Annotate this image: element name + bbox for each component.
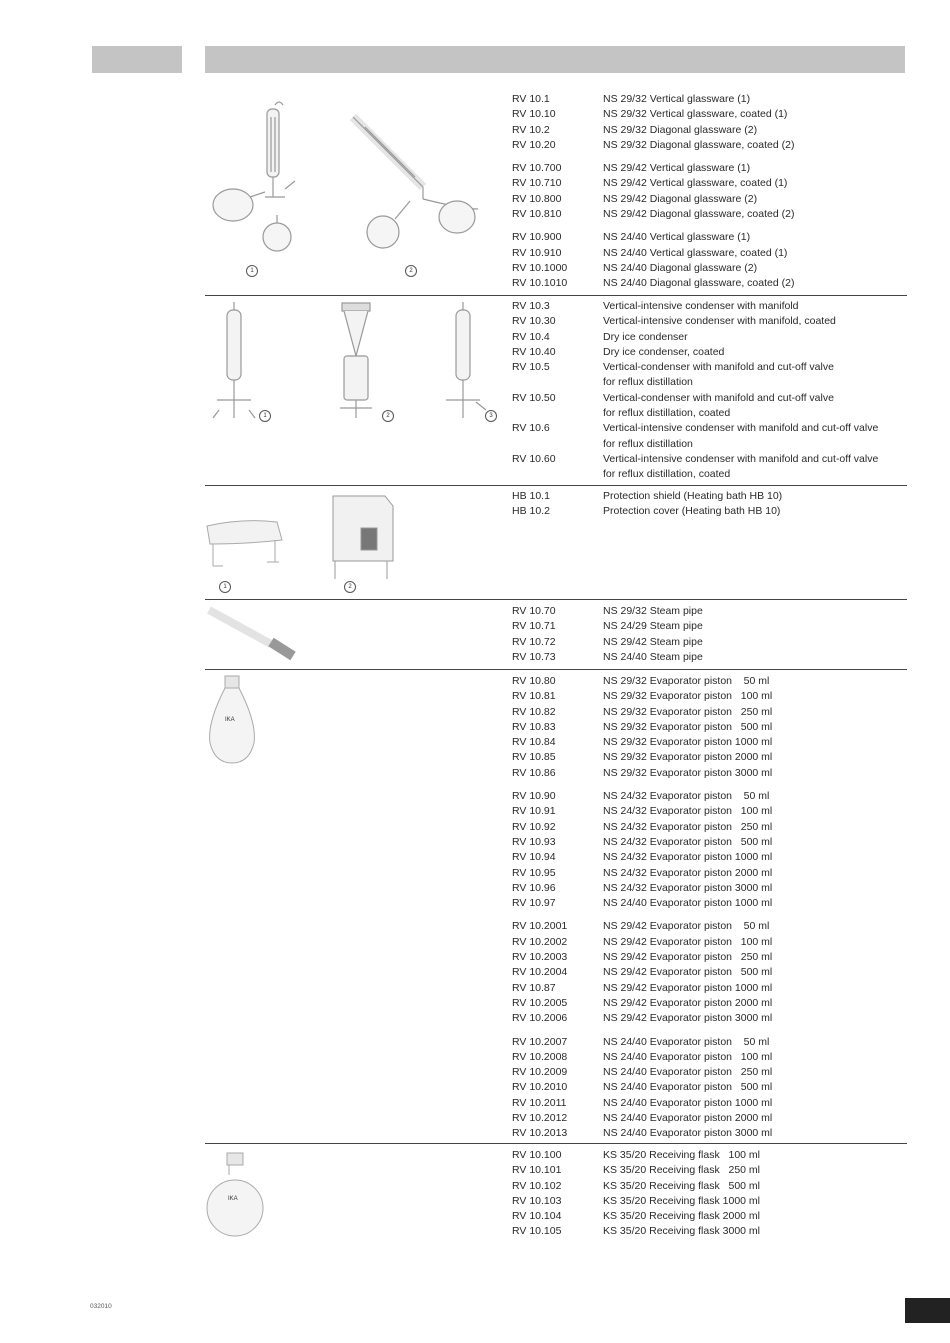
product-code: RV 10.5 <box>512 361 550 374</box>
product-group <box>512 161 907 222</box>
product-row <box>512 850 907 865</box>
product-list <box>512 489 907 528</box>
product-code: RV 10.3 <box>512 300 550 312</box>
product-row <box>512 207 907 222</box>
product-list <box>512 92 907 300</box>
product-row <box>512 996 907 1011</box>
product-code: RV 10.1010 <box>512 277 568 290</box>
product-list <box>512 299 907 491</box>
product-code: RV 10.87 <box>512 981 556 994</box>
product-description: NS 24/40 Diagonal glassware (2) <box>603 261 758 274</box>
callout-1: 1 <box>259 410 271 422</box>
ika-logo: IKA <box>228 1196 238 1202</box>
product-description: Dry ice condenser <box>603 330 688 343</box>
product-row <box>512 820 907 835</box>
product-description: NS 24/40 Evaporator piston 3000 ml <box>603 1127 773 1140</box>
product-row <box>512 919 907 934</box>
product-row <box>512 406 907 421</box>
product-description: NS 24/40 Evaporator piston 50 ml <box>603 1035 770 1048</box>
product-row <box>512 1096 907 1111</box>
section-glassware <box>205 92 907 294</box>
product-row <box>512 674 907 689</box>
product-code: RV 10.105 <box>512 1225 562 1238</box>
product-code: RV 10.95 <box>512 866 556 879</box>
product-row <box>512 391 907 406</box>
product-code: RV 10.710 <box>512 177 562 190</box>
steam-pipe-illustration <box>205 604 300 666</box>
product-group <box>512 1035 907 1142</box>
callout-1: 1 <box>246 265 258 277</box>
product-row <box>512 650 907 665</box>
product-row <box>512 1011 907 1026</box>
product-description: NS 24/32 Evaporator piston 1000 ml <box>603 851 773 864</box>
product-row <box>512 835 907 850</box>
product-code: RV 10.92 <box>512 820 556 833</box>
product-row <box>512 421 907 436</box>
product-description: Vertical-condenser with manifold and cut-off valve <box>603 361 834 374</box>
product-group <box>512 299 907 483</box>
product-description: Protection shield (Heating bath HB 10) <box>603 490 783 502</box>
product-row <box>512 246 907 261</box>
product-row <box>512 804 907 819</box>
product-group <box>512 230 907 291</box>
product-description: NS 24/32 Evaporator piston 100 ml <box>603 805 773 818</box>
product-row <box>512 881 907 896</box>
diagonal-glassware-illustration <box>345 97 485 257</box>
product-row <box>512 489 907 504</box>
section-evaporator-pistons <box>205 669 907 1144</box>
product-row <box>512 1224 907 1239</box>
product-row <box>512 635 907 650</box>
product-code: RV 10.6 <box>512 422 550 435</box>
product-row <box>512 314 907 329</box>
callout-3: 3 <box>485 410 497 422</box>
product-row <box>512 866 907 881</box>
product-code: RV 10.84 <box>512 736 556 749</box>
product-code <box>512 406 603 421</box>
product-code: RV 10.100 <box>512 1149 562 1161</box>
product-code: RV 10.2007 <box>512 1035 568 1048</box>
vertical-condenser-illustration <box>440 298 500 423</box>
product-description: NS 24/40 Evaporator piston 100 ml <box>603 1050 773 1063</box>
product-group <box>512 489 907 520</box>
product-description: for reflux distillation, coated <box>603 468 731 481</box>
product-row <box>512 504 907 519</box>
product-description: NS 29/32 Evaporator piston 1000 ml <box>603 736 773 749</box>
product-row <box>512 604 907 619</box>
product-row <box>512 689 907 704</box>
callout-2: 2 <box>405 265 417 277</box>
product-description: NS 29/42 Evaporator piston 100 ml <box>603 935 773 948</box>
product-code: RV 10.82 <box>512 705 556 718</box>
product-code: RV 10.700 <box>512 162 562 175</box>
product-description: Vertical-intensive condenser with manifold and cut-off valve <box>603 452 879 465</box>
product-code: RV 10.2003 <box>512 951 568 964</box>
callout-1: 1 <box>219 581 231 593</box>
product-code: RV 10.94 <box>512 851 556 864</box>
product-code: RV 10.90 <box>512 790 556 803</box>
header-bar-right <box>205 46 905 73</box>
product-code: RV 10.30 <box>512 315 556 328</box>
product-description: NS 29/32 Evaporator piston 100 ml <box>603 690 773 703</box>
product-list <box>512 674 907 1150</box>
ika-logo: IKA <box>225 717 235 723</box>
product-description: NS 29/42 Vertical glassware (1) <box>603 162 751 175</box>
product-code: RV 10.80 <box>512 675 556 687</box>
product-row <box>512 261 907 276</box>
product-code: RV 10.2009 <box>512 1066 568 1079</box>
product-description: NS 24/32 Evaporator piston 500 ml <box>603 835 773 848</box>
product-code: RV 10.73 <box>512 650 556 663</box>
product-description: NS 24/40 Evaporator piston 1000 ml <box>603 897 773 910</box>
product-code: RV 10.2012 <box>512 1112 568 1125</box>
product-description: NS 29/32 Evaporator piston 250 ml <box>603 705 773 718</box>
product-row <box>512 1050 907 1065</box>
product-description: NS 29/32 Steam pipe <box>603 605 703 617</box>
product-row <box>512 330 907 345</box>
product-description: KS 35/20 Receiving flask 250 ml <box>603 1164 760 1177</box>
callout-2: 2 <box>344 581 356 593</box>
product-row <box>512 107 907 122</box>
product-row <box>512 176 907 191</box>
receiving-flask-illustration <box>205 1150 265 1245</box>
product-description: NS 29/32 Diagonal glassware, coated (2) <box>603 138 795 151</box>
product-code: RV 10.101 <box>512 1164 562 1177</box>
product-description: Vertical-intensive condenser with manifold <box>603 300 799 312</box>
product-row <box>512 619 907 634</box>
product-group <box>512 604 907 665</box>
product-code: RV 10.71 <box>512 620 556 633</box>
product-code: RV 10.900 <box>512 231 562 244</box>
product-code: RV 10.2011 <box>512 1096 567 1109</box>
product-description: for reflux distillation, coated <box>603 407 731 420</box>
product-row <box>512 789 907 804</box>
footer-code: 032010 <box>90 1303 112 1310</box>
product-description: NS 29/42 Evaporator piston 1000 ml <box>603 981 773 994</box>
product-row <box>512 138 907 153</box>
product-description: Vertical-intensive condenser with manifold and cut-off valve <box>603 422 879 435</box>
product-code: RV 10.70 <box>512 605 556 617</box>
section-condensers <box>205 295 907 485</box>
product-code: RV 10.50 <box>512 391 556 404</box>
product-code: RV 10.2008 <box>512 1050 568 1063</box>
section-protection <box>205 485 907 599</box>
product-row <box>512 705 907 720</box>
product-description: NS 29/42 Vertical glassware, coated (1) <box>603 177 788 190</box>
product-code: RV 10.85 <box>512 751 556 764</box>
product-code: RV 10.2004 <box>512 966 568 979</box>
product-code: RV 10.72 <box>512 635 556 648</box>
product-row <box>512 360 907 375</box>
product-row <box>512 1111 907 1126</box>
vertical-intensive-condenser-illustration <box>205 298 265 423</box>
product-code <box>512 467 603 482</box>
product-description: KS 35/20 Receiving flask 2000 ml <box>603 1210 761 1223</box>
product-description: Vertical-condenser with manifold and cut-off valve <box>603 391 834 404</box>
section-steam-pipe <box>205 599 907 669</box>
product-row <box>512 230 907 245</box>
product-group <box>512 919 907 1026</box>
product-group <box>512 674 907 781</box>
product-code: RV 10.2002 <box>512 935 568 948</box>
product-code: RV 10.60 <box>512 452 556 465</box>
product-code: RV 10.2010 <box>512 1081 568 1094</box>
product-description: for reflux distillation <box>603 376 693 389</box>
product-description: Vertical-intensive condenser with manifold, coated <box>603 315 836 328</box>
product-description: NS 29/42 Steam pipe <box>603 635 703 648</box>
product-code: RV 10.20 <box>512 138 556 151</box>
product-code: RV 10.800 <box>512 192 562 205</box>
product-row <box>512 1163 907 1178</box>
product-description: NS 29/32 Diagonal glassware (2) <box>603 123 758 136</box>
product-description: KS 35/20 Receiving flask 100 ml <box>603 1149 760 1161</box>
product-code: RV 10.810 <box>512 208 562 221</box>
product-row <box>512 92 907 107</box>
product-row <box>512 276 907 291</box>
product-code: RV 10.97 <box>512 897 556 910</box>
product-description: NS 29/42 Diagonal glassware, coated (2) <box>603 208 795 221</box>
product-description: NS 29/32 Evaporator piston 2000 ml <box>603 751 773 764</box>
product-description: NS 24/40 Steam pipe <box>603 650 703 663</box>
product-description: Dry ice condenser, coated <box>603 345 725 358</box>
product-row <box>512 896 907 911</box>
product-row <box>512 750 907 765</box>
product-description: NS 24/32 Evaporator piston 3000 ml <box>603 881 773 894</box>
product-description: NS 24/32 Evaporator piston 250 ml <box>603 820 773 833</box>
product-description: KS 35/20 Receiving flask 1000 ml <box>603 1194 761 1207</box>
product-row <box>512 1179 907 1194</box>
product-description: NS 29/42 Evaporator piston 3000 ml <box>603 1012 773 1025</box>
product-code: RV 10.104 <box>512 1210 562 1223</box>
product-description: NS 24/40 Vertical glassware (1) <box>603 231 751 244</box>
product-description: NS 24/32 Evaporator piston 50 ml <box>603 790 770 803</box>
product-list <box>512 604 907 673</box>
protection-cover-illustration <box>325 488 400 583</box>
product-description: NS 29/42 Evaporator piston 250 ml <box>603 951 773 964</box>
protection-shield-illustration <box>205 516 285 576</box>
product-row <box>512 1209 907 1224</box>
product-description: NS 29/42 Diagonal glassware (2) <box>603 192 758 205</box>
product-row <box>512 766 907 781</box>
product-description: NS 24/29 Steam pipe <box>603 620 703 633</box>
product-group <box>512 789 907 911</box>
product-row <box>512 467 907 482</box>
product-code: RV 10.91 <box>512 805 556 818</box>
product-description: NS 29/32 Evaporator piston 50 ml <box>603 675 770 687</box>
product-description: NS 29/42 Evaporator piston 50 ml <box>603 920 770 933</box>
product-row <box>512 123 907 138</box>
product-code: RV 10.4 <box>512 330 550 343</box>
product-row <box>512 161 907 176</box>
product-row <box>512 192 907 207</box>
product-code: RV 10.102 <box>512 1179 562 1192</box>
product-row <box>512 375 907 390</box>
product-description: NS 29/42 Evaporator piston 500 ml <box>603 966 773 979</box>
product-row <box>512 720 907 735</box>
product-code: RV 10.910 <box>512 246 562 259</box>
product-code: RV 10.86 <box>512 766 556 779</box>
product-description: NS 29/32 Vertical glassware (1) <box>603 93 751 105</box>
product-row <box>512 452 907 467</box>
product-code: RV 10.93 <box>512 835 556 848</box>
product-description: NS 29/42 Evaporator piston 2000 ml <box>603 996 773 1009</box>
product-code: HB 10.1 <box>512 490 550 502</box>
product-description: NS 24/40 Evaporator piston 1000 ml <box>603 1096 773 1109</box>
dry-ice-condenser-illustration <box>330 298 390 423</box>
product-code: RV 10.2 <box>512 123 550 136</box>
product-code: RV 10.2006 <box>512 1012 568 1025</box>
product-description: for reflux distillation <box>603 437 693 450</box>
product-code: RV 10.10 <box>512 108 556 121</box>
product-description: Protection cover (Heating bath HB 10) <box>603 505 781 518</box>
product-row <box>512 1148 907 1163</box>
product-description: NS 24/40 Vertical glassware, coated (1) <box>603 246 788 259</box>
product-description: NS 24/40 Evaporator piston 500 ml <box>603 1081 773 1094</box>
product-description: NS 29/32 Evaporator piston 500 ml <box>603 720 773 733</box>
product-code: RV 10.2001 <box>512 920 568 933</box>
product-row <box>512 735 907 750</box>
product-description: NS 24/40 Evaporator piston 2000 ml <box>603 1112 773 1125</box>
product-row <box>512 437 907 452</box>
product-row <box>512 345 907 360</box>
product-row <box>512 981 907 996</box>
header-bar-left <box>92 46 182 73</box>
product-row <box>512 965 907 980</box>
product-row <box>512 1080 907 1095</box>
evaporator-piston-illustration <box>205 673 260 768</box>
product-row <box>512 1194 907 1209</box>
product-code: HB 10.2 <box>512 505 550 518</box>
product-group <box>512 1148 907 1240</box>
product-row <box>512 935 907 950</box>
product-code <box>512 375 603 390</box>
product-row <box>512 950 907 965</box>
product-row <box>512 299 907 314</box>
callout-2: 2 <box>382 410 394 422</box>
product-row <box>512 1065 907 1080</box>
product-code: RV 10.103 <box>512 1194 562 1207</box>
product-code: RV 10.2005 <box>512 996 568 1009</box>
vertical-glassware-illustration <box>205 97 315 257</box>
page-tab <box>905 1298 950 1323</box>
product-description: NS 24/40 Diagonal glassware, coated (2) <box>603 277 795 290</box>
product-list <box>512 1148 907 1248</box>
product-row <box>512 1126 907 1141</box>
product-code: RV 10.83 <box>512 720 556 733</box>
product-description: KS 35/20 Receiving flask 500 ml <box>603 1179 760 1192</box>
product-group <box>512 92 907 153</box>
product-description: NS 24/32 Evaporator piston 2000 ml <box>603 866 773 879</box>
product-code: RV 10.1000 <box>512 261 568 274</box>
product-code: RV 10.96 <box>512 881 556 894</box>
product-code: RV 10.2013 <box>512 1127 568 1140</box>
product-description: NS 24/40 Evaporator piston 250 ml <box>603 1066 773 1079</box>
product-description: KS 35/20 Receiving flask 3000 ml <box>603 1225 761 1238</box>
product-code: RV 10.1 <box>512 93 550 105</box>
section-receiving-flasks <box>205 1143 907 1254</box>
product-code <box>512 437 603 452</box>
product-row <box>512 1035 907 1050</box>
product-code: RV 10.81 <box>512 690 556 703</box>
product-code: RV 10.40 <box>512 345 556 358</box>
product-description: NS 29/32 Vertical glassware, coated (1) <box>603 108 788 121</box>
product-description: NS 29/32 Evaporator piston 3000 ml <box>603 766 773 779</box>
